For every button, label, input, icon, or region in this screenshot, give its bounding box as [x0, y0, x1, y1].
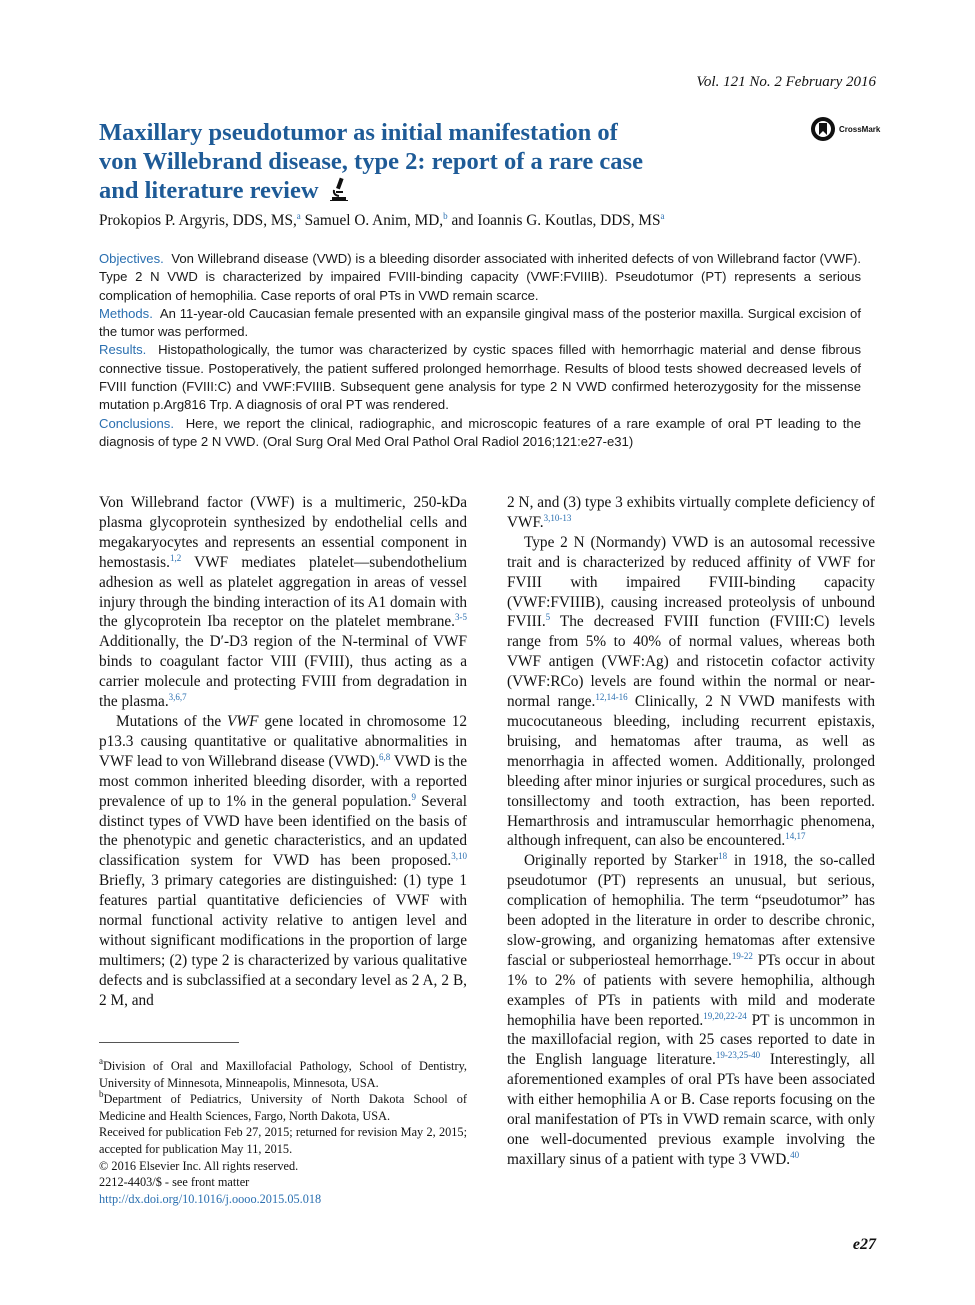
citation-ref[interactable]: 40 [790, 1149, 800, 1160]
body-text: The decreased FVIII function (FVIII:C) levels range from 5% to 40% of normal values, whereas both VWF antigen (VWF:Ag) and ristocetin cofactor activity (VWF:RCo) levels are found within the normal or near-normal range. [507, 613, 875, 711]
citation-ref[interactable]: 3,10-13 [543, 512, 572, 523]
abstract-results [99, 341, 861, 414]
citation-ref[interactable]: 12,14-16 [595, 692, 628, 703]
body-text: VWD is the most common inherited bleeding disorder, with a reported prevalence of up to 1% in the general population. [99, 752, 467, 810]
abstract-heading: Objectives. [99, 251, 164, 266]
body-text: Several distinct types of VWD have been identified on the basis of the phenotypic and genetic characteristics, and an updated classification system for VWD has been proposed. [99, 792, 467, 870]
affiliation-mark: b [99, 1089, 104, 1100]
body-text: VWF [227, 712, 259, 730]
body-text: VWF mediates platelet—subendothelium adhesion as well as platelet aggregation in areas of vessel injury through the binding interaction of its A1 domain with the glycoprotein Iba receptor on the platelet membrane. [99, 553, 467, 631]
author-list [99, 212, 665, 230]
abstract-text: Histopathologically, the tumor was characterized by cystic spaces filled with hemorrhagic material and dense fibrous connective tissue. Postoperatively, the patient suffered prolonged hemorrhage. Results of blood tests showed decreased levels of FVIII function (FVIII:C) and VWF:FVIIIB. Subsequent gene analysis for type 2 N VWD confirmed heterozygosity for the missense mutation p.Arg816 Trp. A diagnosis of oral PT was rendered. [99, 342, 861, 413]
body-paragraph [99, 712, 467, 1011]
footnote-divider [99, 1042, 239, 1043]
body-text: Clinically, 2 N VWD manifests with mucocutaneous bleeding, including recurrent epistaxis, bruising, and hematomas after trauma, as well as menorrhagia in affected women. Additionally, prolonged bleeding after minor injuries or surgical procedures, such as tonsillectomy and tooth extraction, has been reported. Hemarthrosis and intramuscular hemorrhagic phenomena, although infrequent, can also be encountered. [507, 693, 875, 850]
article-title [99, 118, 739, 205]
body-column-right [507, 493, 875, 1170]
body-paragraph [99, 493, 467, 712]
doi-link[interactable]: http://dx.doi.org/10.1016/j.oooo.2015.05.018 [99, 1191, 322, 1206]
author-name: Samuel O. Anim, MD, [304, 212, 444, 229]
abstract [99, 250, 861, 451]
body-text: Originally reported by Starker [524, 852, 719, 870]
citation-ref[interactable]: 6,8 [379, 751, 391, 762]
citation-ref[interactable]: 3-5 [455, 612, 467, 623]
affiliation-text: Division of Oral and Maxillofacial Pathology, School of Dentistry, University of Minnesota, Minneapolis, Minnesota, USA. [99, 1059, 467, 1090]
title-line: von Willebrand disease, type 2: report of a rare case [99, 148, 643, 175]
citation-ref[interactable]: 9 [411, 791, 416, 802]
body-text: 2 N, and (3) type 3 exhibits virtually complete deficiency of VWF. [507, 494, 875, 531]
crossmark-badge[interactable] [810, 116, 880, 142]
body-text: Interestingly, all aforementioned examples of oral PTs have been associated with either hemophilia A or B. Case reports focusing on the oral manifestation of PTs in VWD remain scarce, with only one well-documented previous example involving the maxillary sinus of a patient with type 3 VWD. [507, 1051, 875, 1168]
affiliation-mark: a [99, 1056, 103, 1066]
affiliation-mark[interactable]: a [660, 211, 665, 221]
citation-ref[interactable]: 19,20,22-24 [703, 1010, 747, 1021]
body-text: Briefly, 3 primary categories are distinguished: (1) type 1 features partial quantitative deficiencies of VWF with normal functional activity relative to antigen level and without significant modifications in the proportion of large multimers; (2) type 2 is characterized by various qualitative defects and is subclassified at a secondary level as 2 A, 2 B, 2 M, and [99, 872, 467, 1009]
author-name: and Ioannis G. Koutlas, DDS, MS [451, 212, 661, 229]
body-paragraph [507, 533, 875, 852]
affiliation-text: Department of Pediatrics, University of North Dakota School of Medicine and Health Sciences, Fargo, North Dakota, USA. [99, 1092, 467, 1123]
abstract-heading: Results. [99, 342, 147, 358]
body-text: Type 2 N (Normandy) VWD is an autosomal recessive trait and is characterized by reduced affinity of VWF for FVIII with impaired FVIII-binding capacity (VWF:FVIIIB), causing increased proteolysis of unbound FVIII. [507, 533, 875, 631]
title-line [99, 176, 739, 205]
citation-ref[interactable]: 1,2 [169, 552, 182, 563]
citation-ref[interactable]: 3,10 [451, 851, 467, 862]
citation-ref[interactable]: 19-22 [731, 950, 753, 961]
body-text: Von Willebrand factor (VWF) is a multimeric, 250-kDa plasma glycoprotein synthesized by endothelial cells and megakaryocytes and represents an essential component in hemostasis. [99, 494, 467, 571]
affiliation-a [99, 1058, 467, 1091]
body-text: gene located in chromosome 12 p13.3 causing quantitative or qualitative abnormalities in VWF lead to von Willebrand disease (VWD). [99, 712, 467, 770]
affiliation-mark[interactable]: b [443, 211, 448, 221]
abstract-heading: Conclusions. [99, 415, 174, 431]
crossmark-icon [810, 116, 836, 142]
received-dates: Received for publication Feb 27, 2015; returned for revision May 2, 2015; accepted for publication May 11, 2015. [99, 1125, 467, 1156]
abstract-objectives [99, 250, 861, 305]
abstract-conclusions [99, 415, 861, 452]
body-paragraph [507, 851, 875, 1170]
abstract-heading: Methods. [99, 305, 153, 321]
microscope-icon [329, 177, 349, 201]
title-line-text: and literature review [99, 177, 319, 204]
citation-ref[interactable]: 14,17 [785, 831, 806, 842]
body-paragraph [507, 493, 875, 533]
affiliation-b [99, 1091, 467, 1124]
body-text: in 1918, the so-called pseudotumor (PT) represents an unusual, but serious, complication of hemophilia. The term “pseudotumor” has been adopted in the literature in order to describe chronic, slow-growing, and organizing hematomas after extensive fascial or subperiosteal hemorrhage. [507, 852, 876, 969]
body-text: PT is uncommon in the maxillofacial region, with 25 cases reported to date in the English language literature. [507, 1011, 875, 1069]
abstract-text: Von Willebrand disease (VWD) is a bleeding disorder associated with inherited defects of von Willebrand factor (VWF). Type 2 N VWD is characterized by impaired FVIII-binding capacity (VWF:FVIIIB). Pseudotumor (PT) represents a serious complication of hemophilia. Case reports of oral PTs in VWD remain scarce. [99, 251, 861, 303]
body-text: Additionally, the D′-D3 region of the N-terminal of VWF binds to coagulant factor VIII (FVIII), thus acting as a carrier molecule and protecting FVIII from degradation in the plasma. [99, 633, 467, 711]
abstract-text: An 11-year-old Caucasian female presented with an expansile gingival mass of the posterior maxilla. Surgical excision of the tumor was performed. [99, 305, 861, 340]
body-column-left [99, 493, 467, 1011]
issn: 2212-4403/$ - see front matter [99, 1175, 250, 1190]
body-text: PTs occur in about 1% to 2% of patients with severe hemophilia, although examples of PTs in patients with mild and moderate hemophilia have been reported. [507, 951, 875, 1029]
crossmark-label: CrossMark [839, 124, 881, 134]
copyright: © 2016 Elsevier Inc. All rights reserved. [99, 1158, 299, 1173]
citation-ref[interactable]: 3,6,7 [168, 692, 187, 703]
page-number: e27 [852, 1236, 876, 1253]
citation-ref[interactable]: 18 [718, 851, 728, 862]
affiliation-mark[interactable]: a [296, 211, 301, 221]
footnotes [99, 1058, 467, 1207]
abstract-methods [99, 305, 861, 342]
title-line: Maxillary pseudotumor as initial manifestation of [99, 119, 618, 146]
citation-ref[interactable]: 5 [545, 612, 551, 623]
body-text: Mutations of the [116, 712, 228, 730]
abstract-text: Here, we report the clinical, radiographic, and microscopic features of a rare example of oral PT leading to the diagnosis of type 2 N VWD. (Oral Surg Oral Med Oral Pathol Oral Radiol 2016;121:e27-e31) [99, 415, 861, 449]
journal-volume: Vol. 121 No. 2 February 2016 [696, 74, 876, 90]
author-name: Prokopios P. Argyris, DDS, MS, [99, 212, 297, 229]
citation-ref[interactable]: 19-23,25-40 [715, 1050, 761, 1061]
